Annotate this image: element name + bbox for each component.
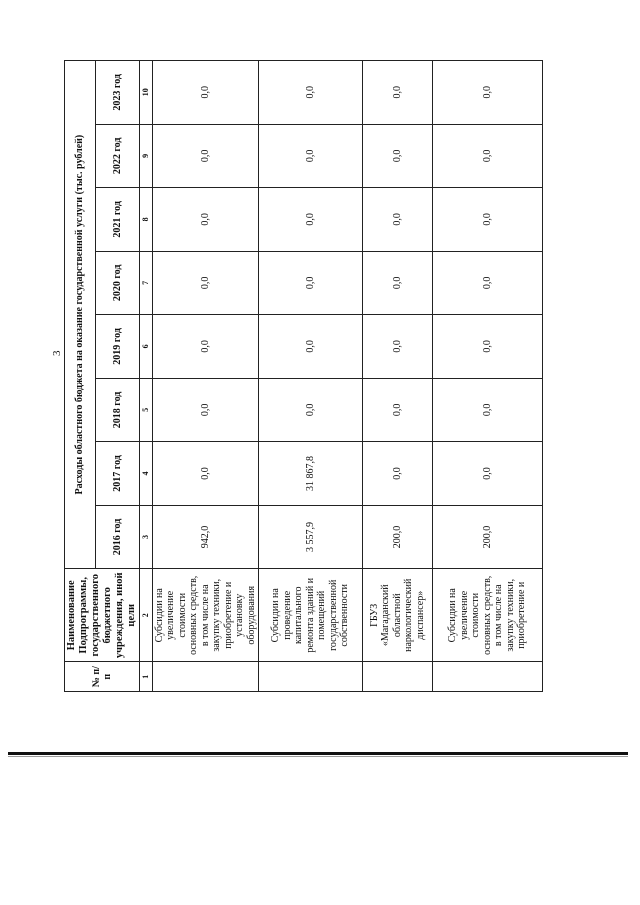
expenditure-table (64, 60, 543, 692)
header-number: № п/п (65, 662, 140, 692)
row-name: Субсидии на проведение капитального ремонта зданий и помещений государственной собственности (259, 569, 363, 662)
value-cell: 0,0 (433, 61, 543, 125)
value-cell: 0,0 (433, 124, 543, 188)
header-year: 2016 год (95, 505, 140, 569)
column-index: 1 (140, 662, 152, 692)
row-name: Субсидии на увеличение стоимости основных средств, в том числе на закупку техники, приобретение и (433, 569, 543, 662)
value-cell: 0,0 (363, 124, 433, 188)
value-cell: 0,0 (363, 61, 433, 125)
value-cell: 0,0 (433, 315, 543, 379)
value-cell: 0,0 (152, 378, 259, 442)
row-number (433, 662, 543, 692)
header-year: 2019 год (95, 315, 140, 379)
row-number (363, 662, 433, 692)
value-cell: 200,0 (433, 505, 543, 569)
column-index: 4 (140, 442, 152, 506)
value-cell: 0,0 (433, 188, 543, 252)
header-name: Наименование Подпрограммы, государственного бюджетного учреждения, иной цели (65, 569, 140, 662)
value-cell: 0,0 (152, 124, 259, 188)
value-cell: 0,0 (433, 442, 543, 506)
column-index: 2 (140, 569, 152, 662)
value-cell: 200,0 (363, 505, 433, 569)
value-cell: 0,0 (259, 315, 363, 379)
value-cell: 0,0 (152, 188, 259, 252)
column-index: 9 (140, 124, 152, 188)
header-year: 2018 год (95, 378, 140, 442)
header-year: 2023 год (95, 61, 140, 125)
table-row (259, 61, 363, 692)
value-cell: 0,0 (433, 378, 543, 442)
value-cell: 0,0 (433, 251, 543, 315)
row-number (259, 662, 363, 692)
value-cell: 0,0 (363, 315, 433, 379)
value-cell: 0,0 (259, 251, 363, 315)
table-row (433, 61, 543, 692)
column-index: 6 (140, 315, 152, 379)
header-expenditure-group: Расходы областного бюджета на оказание государственной услуги (тыс. рублей) (65, 61, 96, 569)
value-cell: 0,0 (363, 378, 433, 442)
value-cell: 0,0 (259, 61, 363, 125)
value-cell: 0,0 (363, 188, 433, 252)
header-year: 2020 год (95, 251, 140, 315)
value-cell: 0,0 (259, 124, 363, 188)
row-number (152, 662, 259, 692)
row-name: Субсидии на увеличение стоимости основных средств, в том числе на закупку техники, приобретение и установку оборудования (152, 569, 259, 662)
header-year: 2022 год (95, 124, 140, 188)
header-year: 2021 год (95, 188, 140, 252)
column-index: 8 (140, 188, 152, 252)
page-divider (8, 752, 628, 755)
value-cell: 3 557,9 (259, 505, 363, 569)
value-cell: 0,0 (152, 442, 259, 506)
row-name: ГБУЗ «Магаданский областной наркологический диспансер» (363, 569, 433, 662)
header-year: 2017 год (95, 442, 140, 506)
table-row (363, 61, 433, 692)
page-divider-shadow (8, 756, 628, 757)
rotated-table-container (64, 60, 530, 692)
value-cell: 0,0 (152, 61, 259, 125)
value-cell: 0,0 (152, 315, 259, 379)
value-cell: 0,0 (259, 188, 363, 252)
table-row (152, 61, 259, 692)
value-cell: 0,0 (363, 442, 433, 506)
value-cell: 0,0 (363, 251, 433, 315)
value-cell: 0,0 (259, 378, 363, 442)
page-number: 3 (51, 350, 63, 356)
column-index: 3 (140, 505, 152, 569)
column-index: 5 (140, 378, 152, 442)
column-index: 10 (140, 61, 152, 125)
value-cell: 31 867,8 (259, 442, 363, 506)
value-cell: 942,0 (152, 505, 259, 569)
value-cell: 0,0 (152, 251, 259, 315)
column-index: 7 (140, 251, 152, 315)
